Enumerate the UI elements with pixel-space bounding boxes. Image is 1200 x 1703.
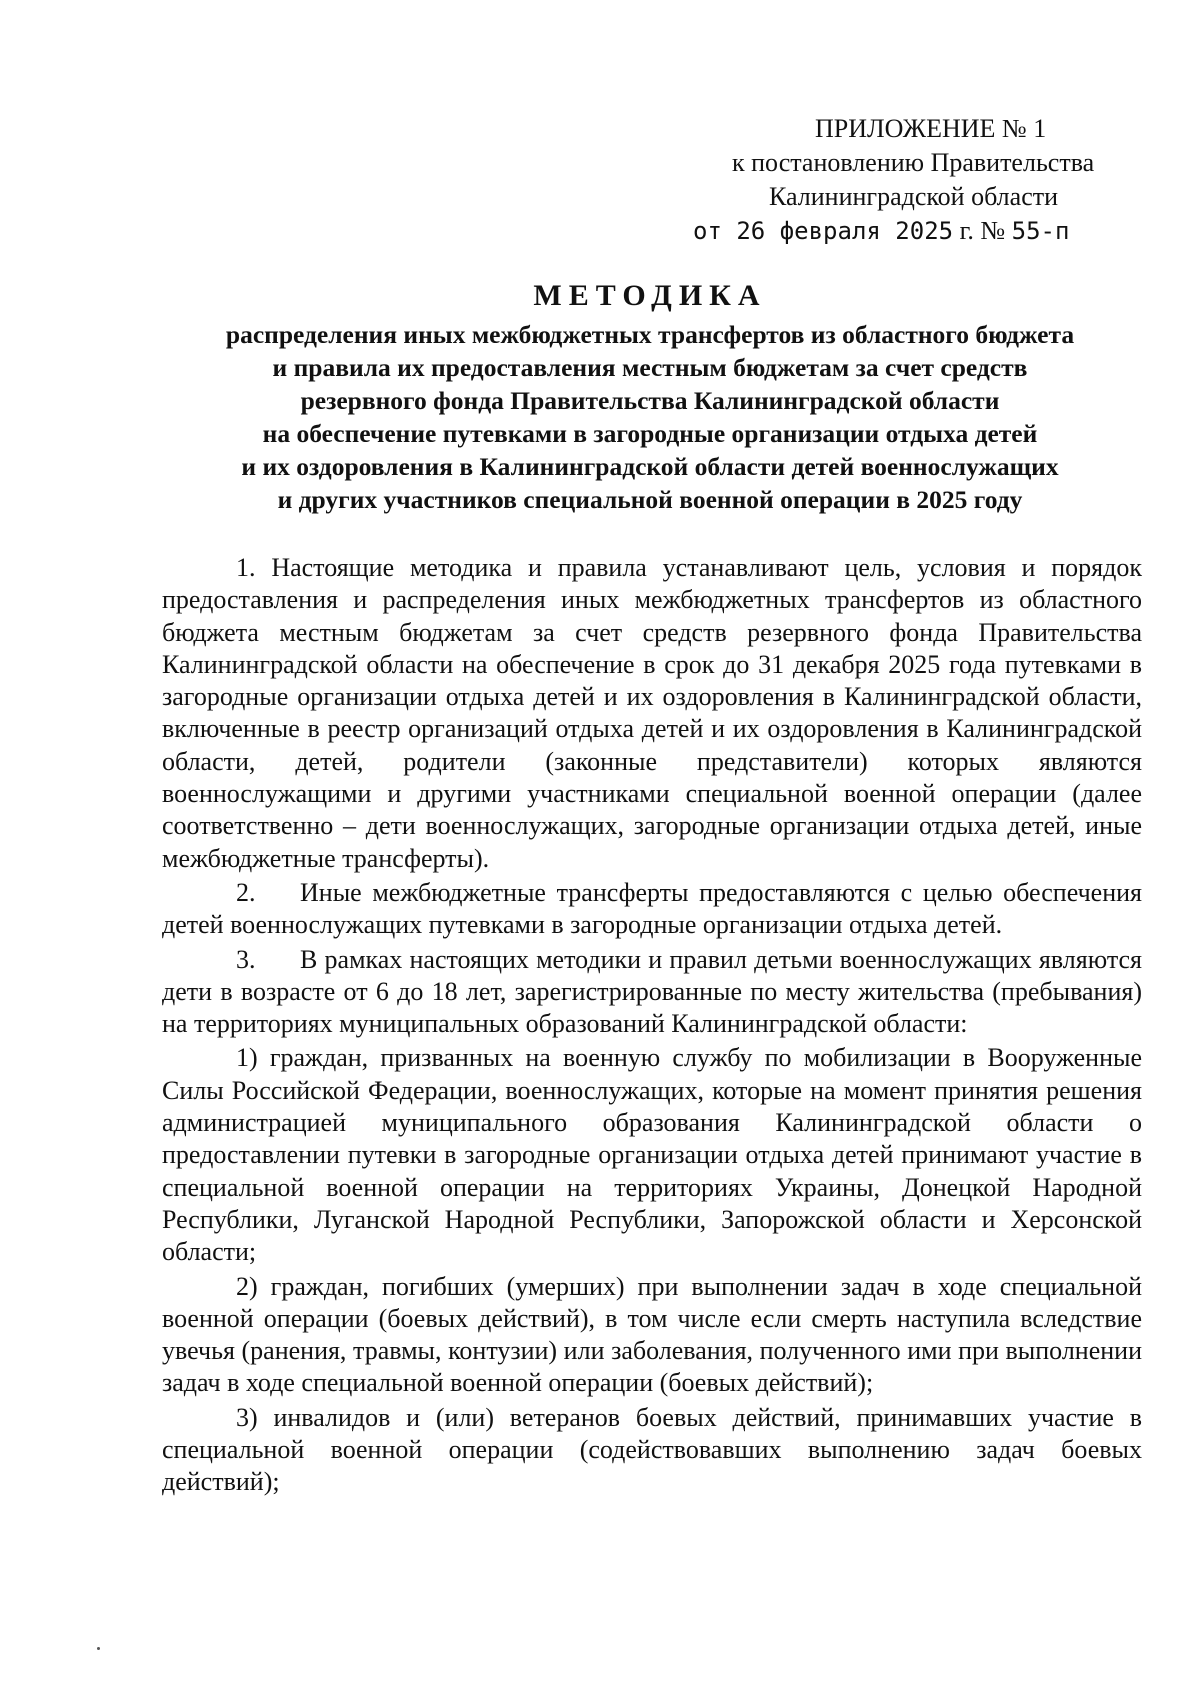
- appendix-label: ПРИЛОЖЕНИЕ № 1: [815, 114, 1047, 143]
- paragraph-3: [162, 944, 1142, 1041]
- subtitle-line: и их оздоровления в Калининградской области детей военнослужащих: [241, 452, 1059, 481]
- paragraph-text: 1) граждан, призванных на военную службу по мобилизации в Вооруженные Силы Российской Федерации, военнослужащих, которые на момент принятия решения администрацией муниципального образования Калининградской области о предоставлении путевки в загородные организации отдыха детей принимают участие в специальной военной операции на территориях Украины, Донецкой Народной Республики, Луганской Народной Республики, Запорожской области и Херсонской области;: [162, 1043, 1142, 1267]
- subtitle-line: и других участников специальной военной операции в 2025 году: [277, 485, 1023, 514]
- paragraph-text: В рамках настоящих методики и правил детьми военнослужащих являются дети в возрасте от 6 до 18 лет, зарегистрированные по месту жительства (пребывания) на территориях муниципальных образований Калининградской области:: [162, 944, 1142, 1039]
- region-name: Калининградской области: [769, 182, 1059, 211]
- paragraph-text: 3) инвалидов и (или) ветеранов боевых действий, принимавших участие в специальной военной операции (содействовавших выполнению задач боевых действий);: [162, 1402, 1142, 1497]
- paragraph-text: Иные межбюджетные трансферты предоставляются с целью обеспечения детей военнослужащих путевками в загородные организации отдыха детей.: [162, 877, 1142, 940]
- paragraph-text: 1. Настоящие методика и правила устанавливают цель, условия и порядок предоставления и распределения иных межбюджетных трансфертов из областного бюджета местным бюджетам за счет средств резервного фонда Правительства Калининградской области на обеспечение в срок до 31 декабря 2025 года путевками в загородные организации отдыха детей и их оздоровления в Калининградской области, включенные в реестр организаций отдыха детей и их оздоровления в Калининградской области, детей, родители (законные представители) которых являются военнослужащими и другими участниками специальной военной операции (далее соответственно – дети военнослужащих, загородные организации отдыха детей, иные межбюджетные трансферты).: [162, 553, 1142, 873]
- resolution-number: 55-п: [1011, 217, 1070, 245]
- subitem-3: [162, 1402, 1142, 1499]
- paragraph-number: 2.: [236, 877, 256, 907]
- date-prefix: от: [693, 217, 722, 245]
- number-label: г. №: [953, 216, 1012, 245]
- subtitle-line: на обеспечение путевками в загородные организации отдыха детей: [262, 419, 1038, 448]
- document-title: МЕТОДИКА: [533, 279, 767, 312]
- paragraph-2: [162, 877, 1142, 942]
- resolution-date: 26 февраля 2025: [721, 217, 954, 245]
- resolution-date-number: [680, 214, 1140, 248]
- resolution-reference: к постановлению Правительства: [732, 148, 1095, 177]
- subtitle-line: резервного фонда Правительства Калининградской области: [300, 386, 1000, 415]
- subtitle-line: и правила их предоставления местным бюджетам за счет средств: [272, 353, 1028, 382]
- paragraph-number: 3.: [236, 944, 256, 974]
- subitem-2: [162, 1271, 1142, 1400]
- paragraph-text: 2) граждан, погибших (умерших) при выполнении задач в ходе специальной военной операции (боевых действий), в том числе если смерть наступила вследствие увечья (ранения, травмы, контузии) или заболевания, полученного ими при выполнении задач в ходе специальной военной операции (боевых действий);: [162, 1271, 1142, 1398]
- scan-speck: [97, 1647, 100, 1650]
- document-body: [162, 552, 1142, 1501]
- document-subtitle: [160, 318, 1140, 516]
- paragraph-1: [162, 552, 1142, 875]
- subtitle-line: распределения иных межбюджетных трансфертов из областного бюджета: [225, 320, 1075, 349]
- subitem-1: [162, 1042, 1142, 1268]
- document-header: [680, 112, 1140, 248]
- document-title-block: [160, 276, 1140, 516]
